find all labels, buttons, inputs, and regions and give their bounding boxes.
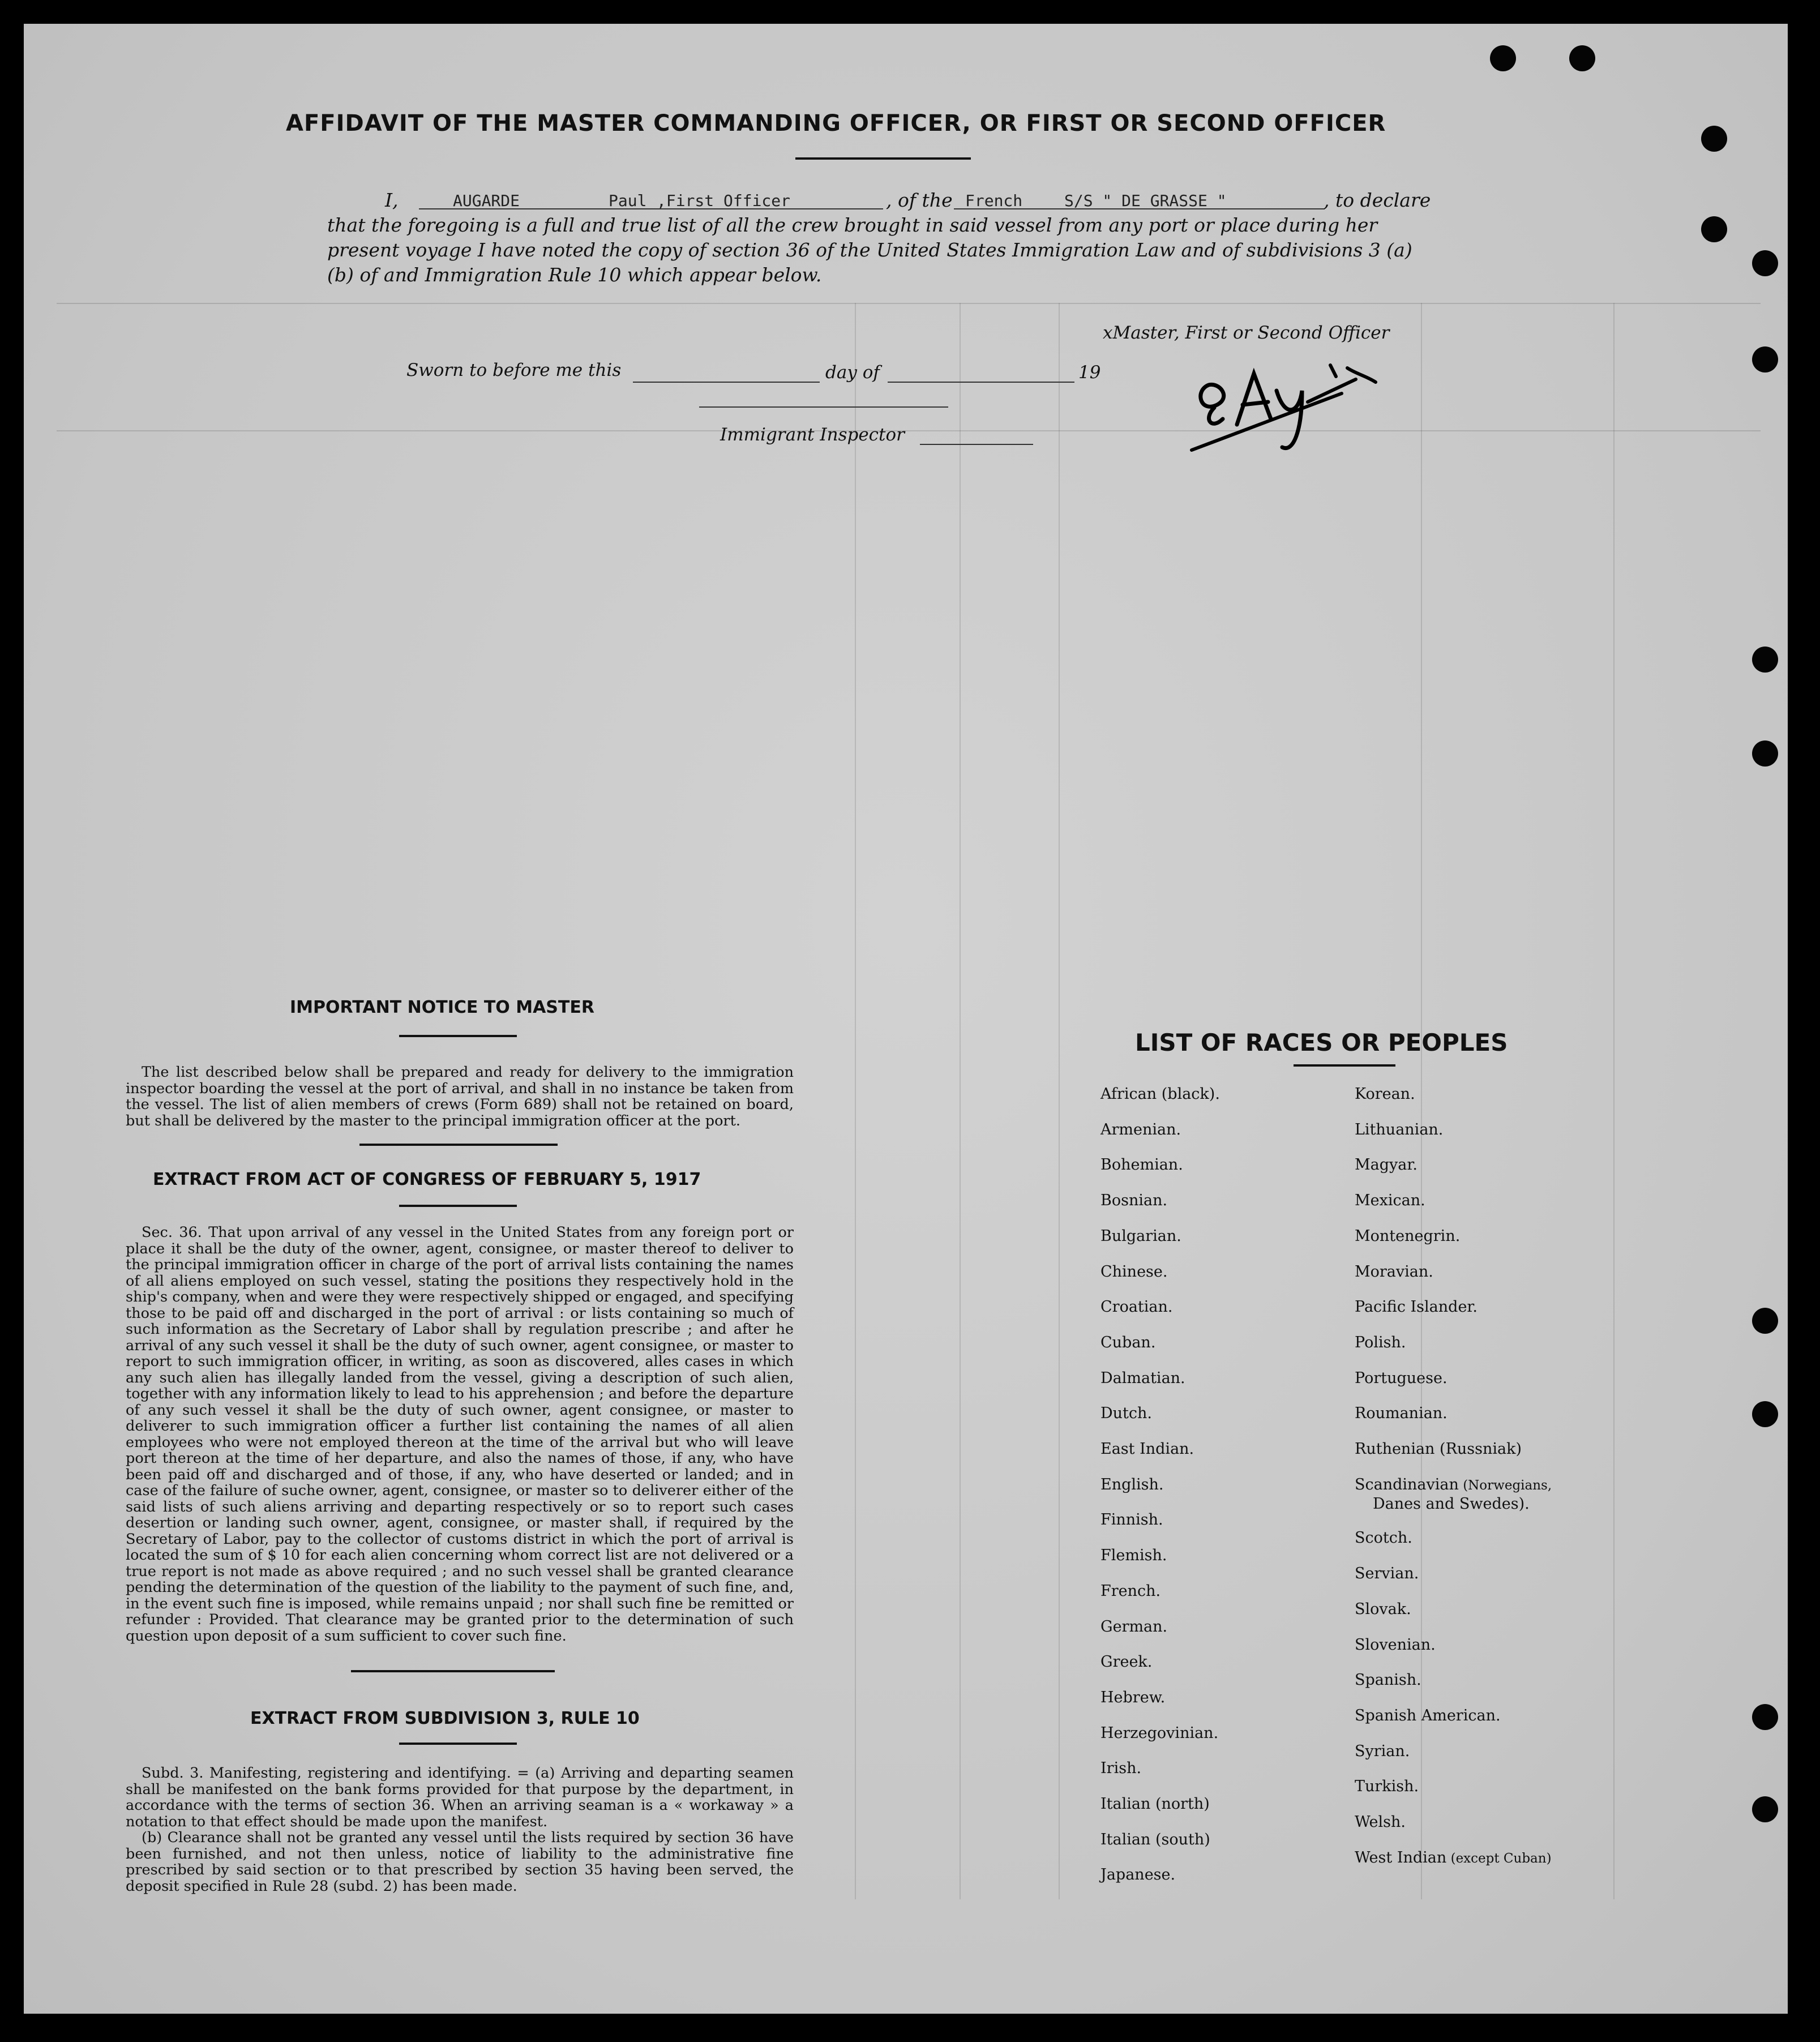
race-item: Spanish. [1355,1671,1421,1689]
vessel-nationality: French [965,191,1023,210]
race-item: Slovak. [1355,1600,1411,1618]
bleed-row-line [57,430,1761,431]
race-note: (except Cuban) [1446,1851,1552,1866]
race-item: Irish. [1100,1760,1142,1778]
bleed-column-line [855,303,856,1899]
punch-hole [1490,45,1516,71]
race-item: Finnish. [1100,1511,1163,1529]
affidavit-line-2: that the foregoing is a full and true list of all the crew brought in said vessel from any port or place during her [327,214,1378,236]
race-item: Dalmatian. [1100,1369,1185,1387]
bleed-row-line [57,303,1761,304]
race-item: Chinese. [1100,1262,1168,1281]
rule-underline [399,1743,517,1745]
race-item: Polish. [1355,1333,1406,1351]
bleed-column-line [1421,303,1422,1899]
sworn-month-blank [888,382,1074,383]
race-item: Bulgarian. [1100,1227,1181,1245]
notice-rule [359,1144,558,1146]
race-item: Bohemian. [1100,1156,1183,1174]
affidavit-title: AFFIDAVIT OF THE MASTER COMMANDING OFFICER, OR FIRST OR SECOND OFFICER [286,110,1386,136]
affidavit-to-declare: , to declare [1324,189,1431,211]
vessel-name: S/S " DE GRASSE " [1064,191,1227,210]
rule-heading: EXTRACT FROM SUBDIVISION 3, RULE 10 [250,1709,640,1728]
affidavit-i: I, [385,189,399,211]
sworn-day-of: day of [825,362,880,383]
punch-hole [1752,346,1778,373]
signer-role: xMaster, First or Second Officer [1103,323,1390,343]
affidavit-line-3: present voyage I have noted the copy of section 36 of the United States Immigration Law and of subdivisions 3 (a) [327,239,1412,261]
bleed-column-line [960,303,961,1899]
punch-hole [1752,1796,1778,1822]
race-item: Greek. [1100,1653,1153,1671]
race-item: Flemish. [1100,1547,1167,1565]
notice-paragraph: The list described below shall be prepared and ready for delivery to the immigration inspector boarding the vessel at the port of arrival, and shall in no instance be taken from the vessel. The list of alien members of crews (Form 689) shall not be retained on board, but shall be delivered by the master to the principal immigration officer at the port. [126,1064,794,1129]
race-item: Turkish. [1355,1778,1419,1796]
act-heading: EXTRACT FROM ACT OF CONGRESS OF FEBRUARY 5, 1917 [153,1170,701,1189]
race-item: Montenegrin. [1355,1227,1461,1245]
inspector-label: Immigrant Inspector [720,425,905,445]
punch-hole [1752,1308,1778,1334]
race-item: Spanish American. [1355,1706,1501,1724]
races-heading: LIST OF RACES OR PEOPLES [1135,1029,1508,1056]
race-item: Syrian. [1355,1742,1410,1760]
races-underline [1294,1064,1395,1067]
race-item: Japanese. [1100,1866,1176,1884]
race-item: Dutch. [1100,1405,1152,1423]
affidavit-of-the: , of the [886,189,953,211]
race-item: Roumanian. [1355,1405,1448,1423]
sworn-year-prefix: 19 [1078,362,1101,383]
rule-paragraph-b: (b) Clearance shall not be granted any vessel until the lists required by section 36 have been furnished, and not then unless, notice of liability to the administrative fine prescribed by said section or to that prescribed by section 35 having been served, the deposit specified in Rule 28 (subd. 2) has been made. [126,1829,794,1895]
race-note: Danes and Swedes). [1373,1495,1530,1513]
title-underline [795,157,971,160]
officer-last-name: AUGARDE [453,191,520,210]
sworn-day-blank [633,382,820,383]
race-item: Slovenian. [1355,1636,1436,1654]
officer-rank: ,First Officer [657,191,791,210]
race-item: Croatian. [1100,1298,1173,1316]
race-item: Italian (south) [1100,1830,1210,1848]
race-item: Servian. [1355,1565,1419,1583]
punch-hole [1569,45,1595,71]
notice-text [126,1064,794,1129]
affidavit-line-4: (b) of and Immigration Rule 10 which appear below. [327,264,822,286]
race-item: Italian (north) [1100,1795,1210,1813]
race-item: Moravian. [1355,1262,1433,1281]
notice-underline [399,1035,517,1037]
rule-paragraph-a: Subd. 3. Manifesting, registering and identifying. = (a) Arriving and departing seamen shall be manifested on the bank forms provided for that purpose by the department, in accordance with the terms of section 36. When an arriving seaman is a « workaway » a notation to that effect should be made upon the manifest. [126,1765,794,1830]
bleed-column-line [1059,303,1060,1899]
race-item: Magyar. [1355,1156,1418,1174]
race-item: Welsh. [1355,1813,1406,1831]
punch-hole [1752,1704,1778,1730]
punch-hole [1752,740,1778,767]
race-item: Cuban. [1100,1333,1156,1351]
inspector-label-blank [920,444,1033,445]
race-item: German. [1100,1617,1168,1636]
officer-first-name: Paul [609,191,647,210]
race-item: Ruthenian (Russniak) [1355,1440,1522,1458]
race-item: African (black). [1100,1085,1220,1103]
bleed-column-line [1613,303,1615,1899]
race-item: Mexican. [1355,1192,1425,1210]
race-item: West Indian (except Cuban) [1355,1848,1552,1867]
notice-heading: IMPORTANT NOTICE TO MASTER [290,998,594,1017]
race-item: Herzegovinian. [1100,1724,1219,1742]
race-item: French. [1100,1582,1161,1600]
race-item: Scotch. [1355,1529,1412,1547]
act-rule [351,1670,555,1672]
punch-hole [1752,1401,1778,1427]
sworn-text: Sworn to before me this [406,360,622,380]
officer-signature [1186,351,1401,464]
race-note: (Norwegians, [1458,1478,1552,1493]
race-item: Lithuanian. [1355,1120,1444,1138]
race-item: Hebrew. [1100,1688,1166,1706]
punch-hole [1752,250,1778,276]
race-item: Pacific Islander. [1355,1298,1478,1316]
race-item: East Indian. [1100,1440,1194,1458]
race-item: Korean. [1355,1085,1415,1103]
punch-hole [1752,647,1778,673]
race-item: Scandinavian (Norwegians, [1355,1475,1552,1493]
act-underline [399,1205,517,1207]
rule-text [126,1765,794,1894]
race-item: English. [1100,1475,1164,1493]
act-paragraph: Sec. 36. That upon arrival of any vessel in the United States from any foreign port or place it shall be the duty of the owner, agent, consignee, or master thereof to deliver to the principal immigration officer in charge of the port of arrival lists containing the names of all aliens employed on such vessel, stating the positions they respectively hold in the ship's company, when and were they were respectively shipped or engaged, and specifying those to be paid off and discharged in the port of arrival : or lists containing so much of such information as the Secretary of Labor shall by regulation prescribe ; and after he arrival of any such vessel it shall be the duty of such owner, agent consignee, or master to report to such immigration officer, in writing, as soon as discovered, alles cases in which any such alien has illegally landed from the vessel, giving a description of such alien, together with any information likely to lead to his apprehension ; and before the departure of any such vessel it shall be the duty of such owner, agent consignee, or master to deliverer to such immigration officer a further list containing the names of all alien employees who were not employed thereon at the time of the arrival but who will leave port thereon at the time of her departure, and also the names of those, if any, who have been paid off and discharged and of those, if any, who have deserted or landed; and in case of the failure of suche owner, agent, consignee, or master so to deliverer either of the said lists of such aliens arriving and departing respectively or so to report such cases desertion or landing such owner, agent, consignee, or master shall, if required by the Secretary of Labor, pay to the collector of customs district in which the port of arrival is located the sum of $ 10 for each alien concerning whom correct list are not delivered or a true report is not made as above required ; and no such vessel shall be granted clearance pending the determination of the question of the liability to the payment of such fine, and, in the event such fine is imposed, while remains unpaid ; nor shall such fine be remitted or refunder : Provided. That clearance may be granted prior to the determination of such question upon deposit of a sum sufficient to cover such fine. [126,1224,794,1645]
inspector-signature-blank [699,406,948,408]
race-item: Portuguese. [1355,1369,1448,1387]
punch-hole [1701,126,1727,152]
race-item: Armenian. [1100,1120,1181,1138]
act-text [126,1225,794,1644]
punch-hole [1701,216,1727,242]
race-item: Bosnian. [1100,1192,1168,1210]
